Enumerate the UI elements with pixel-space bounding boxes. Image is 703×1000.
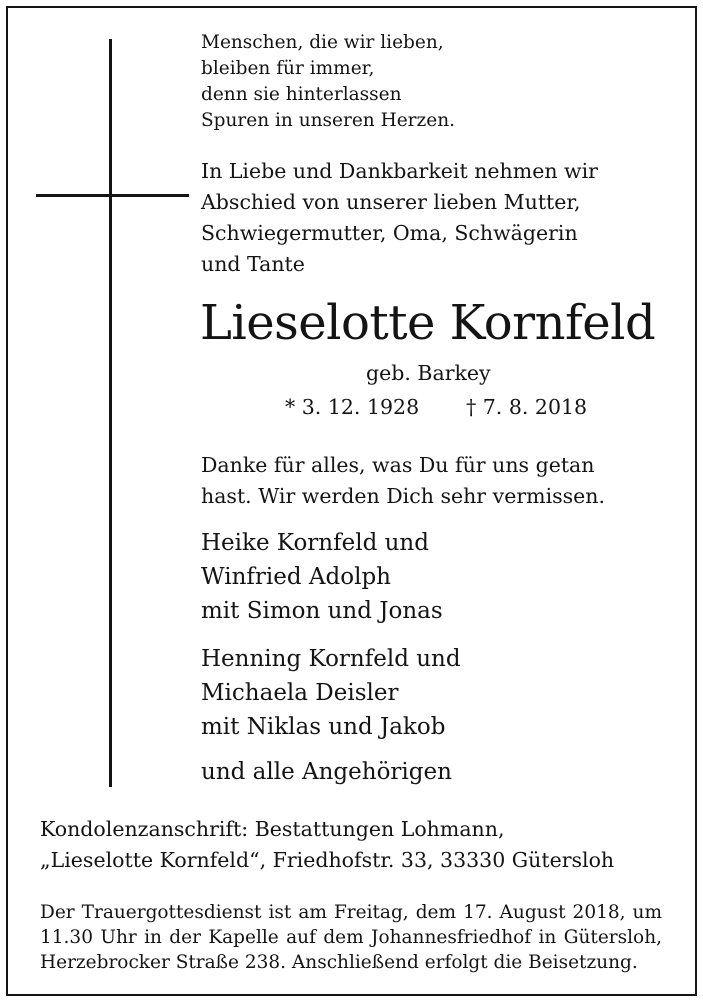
family-group-2 bbox=[201, 642, 461, 744]
thanks-line: hast. Wir werden Dich sehr vermissen. bbox=[201, 484, 606, 508]
cross-vertical-bar bbox=[109, 39, 112, 787]
family-group-1 bbox=[201, 526, 443, 628]
family-line: Heike Kornfeld und bbox=[201, 530, 429, 556]
service-info bbox=[40, 900, 662, 975]
service-line: Herzebrocker Straße 238. Anschließend erfolgt die Beisetzung. bbox=[40, 952, 638, 973]
intro-text bbox=[201, 156, 598, 280]
birth-name: geb. Barkey bbox=[366, 361, 491, 385]
intro-line: Abschied von unserer lieben Mutter, bbox=[201, 190, 581, 214]
death-date: † 7. 8. 2018 bbox=[466, 395, 588, 419]
poem-line: bleiben für immer, bbox=[201, 58, 375, 79]
condolence-line: „Lieselotte Kornfeld“, Friedhofstr. 33, 33330 Gütersloh bbox=[40, 848, 615, 872]
others-line: und alle Angehörigen bbox=[201, 759, 452, 785]
intro-line: und Tante bbox=[201, 252, 305, 276]
poem-line: Menschen, die wir lieben, bbox=[201, 32, 444, 53]
cross-horizontal-bar bbox=[36, 194, 189, 197]
poem-line: Spuren in unseren Herzen. bbox=[201, 110, 456, 131]
thanks-line: Danke für alles, was Du für uns getan bbox=[201, 453, 595, 477]
deceased-name: Lieselotte Kornfeld bbox=[200, 295, 656, 351]
intro-line: Schwiegermutter, Oma, Schwägerin bbox=[201, 221, 578, 245]
family-line: mit Simon und Jonas bbox=[201, 598, 443, 624]
condolence-line: Kondolenzanschrift: Bestattungen Lohmann, bbox=[40, 817, 505, 841]
birth-date: * 3. 12. 1928 bbox=[285, 395, 420, 419]
poem bbox=[201, 30, 455, 134]
service-line: Der Trauergottesdienst ist am Freitag, dem 17. August 2018, um bbox=[40, 902, 662, 923]
family-line: Michaela Deisler bbox=[201, 680, 399, 706]
service-line: 11.30 Uhr in der Kapelle auf dem Johannesfriedhof in Gütersloh, bbox=[40, 927, 662, 948]
poem-line: denn sie hinterlassen bbox=[201, 84, 402, 105]
condolence-address bbox=[40, 814, 614, 876]
thanks-text bbox=[201, 450, 605, 512]
family-line: Henning Kornfeld und bbox=[201, 646, 461, 672]
family-line: mit Niklas und Jakob bbox=[201, 714, 446, 740]
other-relatives bbox=[201, 757, 452, 787]
family-line: Winfried Adolph bbox=[201, 564, 391, 590]
intro-line: In Liebe und Dankbarkeit nehmen wir bbox=[201, 159, 598, 183]
